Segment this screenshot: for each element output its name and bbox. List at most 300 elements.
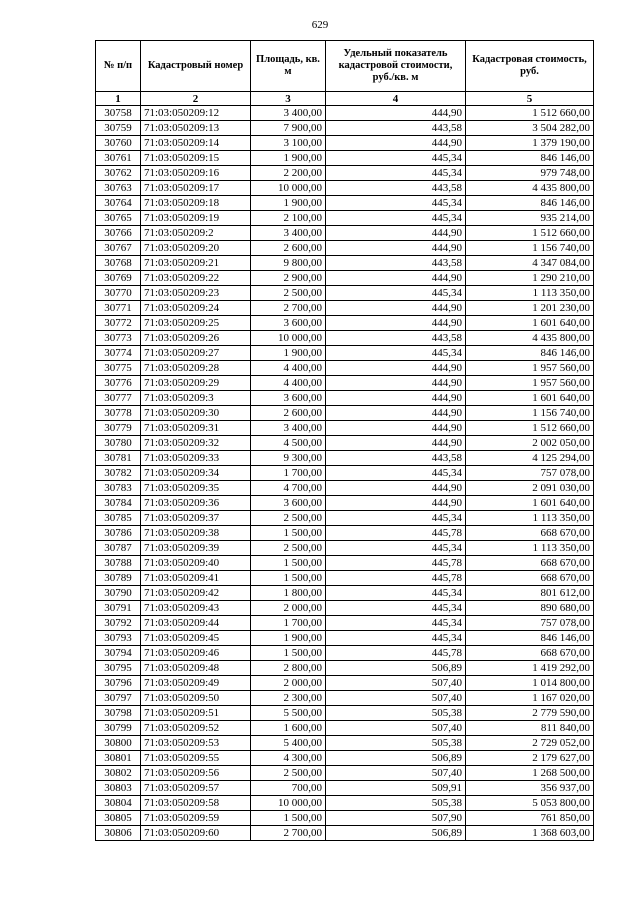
- area-cell: 9 300,00: [251, 451, 326, 466]
- header-cadastral-value: Кадастровая стоимость, руб.: [466, 41, 594, 92]
- cadastral-value-cell: 1 113 350,00: [466, 541, 594, 556]
- specific-value-cell: 506,89: [326, 751, 466, 766]
- row-number-cell: 30778: [96, 406, 141, 421]
- table-row: [96, 361, 594, 376]
- cadastral-value-cell: 846 146,00: [466, 631, 594, 646]
- specific-value-cell: 509,91: [326, 781, 466, 796]
- cadastral-number-cell: 71:03:050209:25: [141, 316, 251, 331]
- row-number-cell: 30759: [96, 121, 141, 136]
- cadastral-value-cell: 1 379 190,00: [466, 136, 594, 151]
- table-row: [96, 241, 594, 256]
- area-cell: 1 500,00: [251, 646, 326, 661]
- cadastral-number-cell: 71:03:050209:12: [141, 106, 251, 121]
- cadastral-value-cell: 4 125 294,00: [466, 451, 594, 466]
- header-number: № п/п: [96, 41, 141, 92]
- row-number-cell: 30768: [96, 256, 141, 271]
- specific-value-cell: 443,58: [326, 181, 466, 196]
- area-cell: 3 100,00: [251, 136, 326, 151]
- table-row: [96, 541, 594, 556]
- cadastral-number-cell: 71:03:050209:41: [141, 571, 251, 586]
- table-row: [96, 766, 594, 781]
- cadastral-value-cell: 801 612,00: [466, 586, 594, 601]
- row-number-cell: 30769: [96, 271, 141, 286]
- cadastral-number-cell: 71:03:050209:58: [141, 796, 251, 811]
- cadastral-value-cell: 2 002 050,00: [466, 436, 594, 451]
- specific-value-cell: 443,58: [326, 256, 466, 271]
- table-row: [96, 616, 594, 631]
- area-cell: 5 500,00: [251, 706, 326, 721]
- table-row: [96, 346, 594, 361]
- cadastral-value-cell: 4 347 084,00: [466, 256, 594, 271]
- table-row: [96, 691, 594, 706]
- table-row: [96, 451, 594, 466]
- table-row: [96, 181, 594, 196]
- table-row: [96, 526, 594, 541]
- table-row: [96, 121, 594, 136]
- area-cell: 2 500,00: [251, 541, 326, 556]
- table-row: [96, 586, 594, 601]
- row-number-cell: 30770: [96, 286, 141, 301]
- area-cell: 4 400,00: [251, 361, 326, 376]
- cadastral-number-cell: 71:03:050209:21: [141, 256, 251, 271]
- table-row: [96, 721, 594, 736]
- table-row: [96, 811, 594, 826]
- specific-value-cell: 445,34: [326, 211, 466, 226]
- specific-value-cell: 444,90: [326, 301, 466, 316]
- specific-value-cell: 445,34: [326, 616, 466, 631]
- table-row: [96, 751, 594, 766]
- table-row: [96, 676, 594, 691]
- specific-value-cell: 445,34: [326, 511, 466, 526]
- cadastral-number-cell: 71:03:050209:48: [141, 661, 251, 676]
- table-row: [96, 796, 594, 811]
- row-number-cell: 30804: [96, 796, 141, 811]
- table-row: [96, 826, 594, 841]
- row-number-cell: 30791: [96, 601, 141, 616]
- cadastral-value-cell: 668 670,00: [466, 556, 594, 571]
- cadastral-value-cell: 1 113 350,00: [466, 511, 594, 526]
- specific-value-cell: 444,90: [326, 271, 466, 286]
- area-cell: 7 900,00: [251, 121, 326, 136]
- row-number-cell: 30783: [96, 481, 141, 496]
- table-row: [96, 706, 594, 721]
- cadastral-value-cell: 1 957 560,00: [466, 376, 594, 391]
- area-cell: 2 500,00: [251, 766, 326, 781]
- page-number: 629: [311, 19, 329, 31]
- cadastral-number-cell: 71:03:050209:14: [141, 136, 251, 151]
- table-row: [96, 211, 594, 226]
- cadastral-value-cell: 846 146,00: [466, 151, 594, 166]
- cadastral-value-cell: 2 179 627,00: [466, 751, 594, 766]
- area-cell: 3 600,00: [251, 496, 326, 511]
- area-cell: 2 600,00: [251, 406, 326, 421]
- table-row: [96, 781, 594, 796]
- specific-value-cell: 507,90: [326, 811, 466, 826]
- cadastral-value-cell: 1 268 500,00: [466, 766, 594, 781]
- cadastral-value-cell: 935 214,00: [466, 211, 594, 226]
- specific-value-cell: 444,90: [326, 436, 466, 451]
- area-cell: 4 400,00: [251, 376, 326, 391]
- area-cell: 2 000,00: [251, 601, 326, 616]
- specific-value-cell: 445,34: [326, 166, 466, 181]
- cadastral-number-cell: 71:03:050209:52: [141, 721, 251, 736]
- cadastral-number-cell: 71:03:050209:22: [141, 271, 251, 286]
- specific-value-cell: 505,38: [326, 736, 466, 751]
- row-number-cell: 30776: [96, 376, 141, 391]
- area-cell: 1 900,00: [251, 196, 326, 211]
- cadastral-value-cell: 1 601 640,00: [466, 316, 594, 331]
- row-number-cell: 30765: [96, 211, 141, 226]
- area-cell: 2 000,00: [251, 676, 326, 691]
- cadastral-number-cell: 71:03:050209:44: [141, 616, 251, 631]
- table-row: [96, 436, 594, 451]
- cadastral-value-cell: 1 156 740,00: [466, 406, 594, 421]
- row-number-cell: 30784: [96, 496, 141, 511]
- cadastral-number-cell: 71:03:050209:35: [141, 481, 251, 496]
- cadastral-value-cell: 668 670,00: [466, 526, 594, 541]
- specific-value-cell: 445,34: [326, 466, 466, 481]
- area-cell: 1 500,00: [251, 526, 326, 541]
- specific-value-cell: 444,90: [326, 241, 466, 256]
- cadastral-number-cell: 71:03:050209:16: [141, 166, 251, 181]
- area-cell: 2 100,00: [251, 211, 326, 226]
- table-row: [96, 631, 594, 646]
- area-cell: 5 400,00: [251, 736, 326, 751]
- table-row: [96, 601, 594, 616]
- area-cell: 700,00: [251, 781, 326, 796]
- row-number-cell: 30763: [96, 181, 141, 196]
- column-number: 2: [141, 92, 251, 106]
- cadastral-value-cell: 356 937,00: [466, 781, 594, 796]
- row-number-cell: 30773: [96, 331, 141, 346]
- row-number-cell: 30772: [96, 316, 141, 331]
- cadastral-number-cell: 71:03:050209:45: [141, 631, 251, 646]
- area-cell: 10 000,00: [251, 181, 326, 196]
- specific-value-cell: 444,90: [326, 496, 466, 511]
- area-cell: 2 800,00: [251, 661, 326, 676]
- specific-value-cell: 445,34: [326, 151, 466, 166]
- row-number-cell: 30794: [96, 646, 141, 661]
- area-cell: 2 300,00: [251, 691, 326, 706]
- table-row: [96, 661, 594, 676]
- table-row: [96, 301, 594, 316]
- row-number-cell: 30785: [96, 511, 141, 526]
- cadastral-number-cell: 71:03:050209:36: [141, 496, 251, 511]
- area-cell: 2 700,00: [251, 826, 326, 841]
- specific-value-cell: 444,90: [326, 481, 466, 496]
- area-cell: 3 400,00: [251, 226, 326, 241]
- specific-value-cell: 445,34: [326, 196, 466, 211]
- cadastral-value-cell: 4 435 800,00: [466, 331, 594, 346]
- cadastral-number-cell: 71:03:050209:50: [141, 691, 251, 706]
- row-number-cell: 30775: [96, 361, 141, 376]
- row-number-cell: 30767: [96, 241, 141, 256]
- cadastral-value-cell: 1 957 560,00: [466, 361, 594, 376]
- specific-value-cell: 507,40: [326, 721, 466, 736]
- specific-value-cell: 507,40: [326, 676, 466, 691]
- cadastral-value-cell: 3 504 282,00: [466, 121, 594, 136]
- header-specific-value: Удельный показатель кадастровой стоимости, руб./кв. м: [326, 41, 466, 92]
- table-row: [96, 331, 594, 346]
- row-number-cell: 30797: [96, 691, 141, 706]
- cadastral-value-cell: 979 748,00: [466, 166, 594, 181]
- table-row: [96, 286, 594, 301]
- area-cell: 1 700,00: [251, 466, 326, 481]
- specific-value-cell: 505,38: [326, 706, 466, 721]
- row-number-cell: 30762: [96, 166, 141, 181]
- specific-value-cell: 444,90: [326, 376, 466, 391]
- cadastral-number-cell: 71:03:050209:55: [141, 751, 251, 766]
- cadastral-value-cell: 757 078,00: [466, 616, 594, 631]
- cadastral-number-cell: 71:03:050209:34: [141, 466, 251, 481]
- area-cell: 1 600,00: [251, 721, 326, 736]
- cadastral-value-cell: 1 290 210,00: [466, 271, 594, 286]
- cadastral-number-cell: 71:03:050209:18: [141, 196, 251, 211]
- cadastral-number-cell: 71:03:050209:60: [141, 826, 251, 841]
- row-number-cell: 30774: [96, 346, 141, 361]
- row-number-cell: 30782: [96, 466, 141, 481]
- table-row: [96, 391, 594, 406]
- specific-value-cell: 506,89: [326, 661, 466, 676]
- area-cell: 9 800,00: [251, 256, 326, 271]
- cadastral-value-cell: 4 435 800,00: [466, 181, 594, 196]
- cadastral-number-cell: 71:03:050209:33: [141, 451, 251, 466]
- row-number-cell: 30766: [96, 226, 141, 241]
- area-cell: 4 500,00: [251, 436, 326, 451]
- table-row: [96, 376, 594, 391]
- cadastral-number-cell: 71:03:050209:32: [141, 436, 251, 451]
- table-row: [96, 496, 594, 511]
- cadastral-number-cell: 71:03:050209:30: [141, 406, 251, 421]
- cadastral-value-cell: 2 779 590,00: [466, 706, 594, 721]
- specific-value-cell: 444,90: [326, 136, 466, 151]
- area-cell: 1 700,00: [251, 616, 326, 631]
- area-cell: 1 500,00: [251, 556, 326, 571]
- specific-value-cell: 444,90: [326, 226, 466, 241]
- area-cell: 3 400,00: [251, 421, 326, 436]
- cadastral-number-cell: 71:03:050209:38: [141, 526, 251, 541]
- cadastral-value-cell: 757 078,00: [466, 466, 594, 481]
- table-row: [96, 511, 594, 526]
- specific-value-cell: 443,58: [326, 451, 466, 466]
- row-number-cell: 30771: [96, 301, 141, 316]
- cadastral-value-cell: 1 113 350,00: [466, 286, 594, 301]
- cadastral-number-cell: 71:03:050209:27: [141, 346, 251, 361]
- cadastral-value-cell: 1 156 740,00: [466, 241, 594, 256]
- cadastral-number-cell: 71:03:050209:40: [141, 556, 251, 571]
- table-row: [96, 316, 594, 331]
- row-number-cell: 30798: [96, 706, 141, 721]
- row-number-cell: 30806: [96, 826, 141, 841]
- area-cell: 1 900,00: [251, 346, 326, 361]
- row-number-cell: 30786: [96, 526, 141, 541]
- cadastral-number-cell: 71:03:050209:2: [141, 226, 251, 241]
- cadastral-number-cell: 71:03:050209:31: [141, 421, 251, 436]
- cadastral-number-cell: 71:03:050209:26: [141, 331, 251, 346]
- cadastral-value-table: [95, 40, 594, 841]
- row-number-cell: 30760: [96, 136, 141, 151]
- cadastral-value-cell: 2 091 030,00: [466, 481, 594, 496]
- row-number-cell: 30764: [96, 196, 141, 211]
- table-row: [96, 226, 594, 241]
- specific-value-cell: 445,78: [326, 646, 466, 661]
- cadastral-value-cell: 1 512 660,00: [466, 106, 594, 121]
- table-row: [96, 271, 594, 286]
- table-row: [96, 166, 594, 181]
- cadastral-value-cell: 2 729 052,00: [466, 736, 594, 751]
- specific-value-cell: 445,34: [326, 631, 466, 646]
- row-number-cell: 30802: [96, 766, 141, 781]
- column-number: 4: [326, 92, 466, 106]
- cadastral-value-cell: 846 146,00: [466, 196, 594, 211]
- column-number: 3: [251, 92, 326, 106]
- specific-value-cell: 445,78: [326, 556, 466, 571]
- area-cell: 3 600,00: [251, 391, 326, 406]
- specific-value-cell: 444,90: [326, 391, 466, 406]
- table-row: [96, 646, 594, 661]
- area-cell: 2 700,00: [251, 301, 326, 316]
- table-row: [96, 571, 594, 586]
- area-cell: 1 500,00: [251, 571, 326, 586]
- specific-value-cell: 444,90: [326, 361, 466, 376]
- specific-value-cell: 445,34: [326, 346, 466, 361]
- cadastral-number-cell: 71:03:050209:39: [141, 541, 251, 556]
- row-number-cell: 30761: [96, 151, 141, 166]
- cadastral-number-cell: 71:03:050209:37: [141, 511, 251, 526]
- row-number-cell: 30803: [96, 781, 141, 796]
- cadastral-number-cell: 71:03:050209:56: [141, 766, 251, 781]
- cadastral-value-cell: 846 146,00: [466, 346, 594, 361]
- table-row: [96, 136, 594, 151]
- area-cell: 2 900,00: [251, 271, 326, 286]
- area-cell: 1 500,00: [251, 811, 326, 826]
- table-row: [96, 736, 594, 751]
- specific-value-cell: 506,89: [326, 826, 466, 841]
- area-cell: 3 600,00: [251, 316, 326, 331]
- cadastral-value-cell: 1 368 603,00: [466, 826, 594, 841]
- row-number-cell: 30789: [96, 571, 141, 586]
- cadastral-number-cell: 71:03:050209:46: [141, 646, 251, 661]
- cadastral-number-cell: 71:03:050209:43: [141, 601, 251, 616]
- row-number-cell: 30800: [96, 736, 141, 751]
- specific-value-cell: 443,58: [326, 331, 466, 346]
- column-number: 1: [96, 92, 141, 106]
- row-number-cell: 30792: [96, 616, 141, 631]
- cadastral-number-cell: 71:03:050209:3: [141, 391, 251, 406]
- cadastral-value-cell: 811 840,00: [466, 721, 594, 736]
- cadastral-number-cell: 71:03:050209:23: [141, 286, 251, 301]
- cadastral-value-cell: 1 167 020,00: [466, 691, 594, 706]
- specific-value-cell: 445,34: [326, 601, 466, 616]
- table-row: [96, 256, 594, 271]
- cadastral-number-cell: 71:03:050209:57: [141, 781, 251, 796]
- specific-value-cell: 444,90: [326, 421, 466, 436]
- cadastral-number-cell: 71:03:050209:59: [141, 811, 251, 826]
- row-number-cell: 30781: [96, 451, 141, 466]
- cadastral-value-cell: 1 201 230,00: [466, 301, 594, 316]
- row-number-cell: 30787: [96, 541, 141, 556]
- row-number-cell: 30795: [96, 661, 141, 676]
- cadastral-value-cell: 668 670,00: [466, 646, 594, 661]
- table-row: [96, 151, 594, 166]
- cadastral-value-cell: 5 053 800,00: [466, 796, 594, 811]
- specific-value-cell: 444,90: [326, 406, 466, 421]
- specific-value-cell: 443,58: [326, 121, 466, 136]
- row-number-cell: 30780: [96, 436, 141, 451]
- cadastral-value-cell: 1 419 292,00: [466, 661, 594, 676]
- row-number-cell: 30805: [96, 811, 141, 826]
- area-cell: 1 900,00: [251, 151, 326, 166]
- cadastral-value-cell: 1 601 640,00: [466, 391, 594, 406]
- cadastral-number-cell: 71:03:050209:49: [141, 676, 251, 691]
- area-cell: 2 500,00: [251, 511, 326, 526]
- area-cell: 2 500,00: [251, 286, 326, 301]
- specific-value-cell: 444,90: [326, 106, 466, 121]
- row-number-cell: 30779: [96, 421, 141, 436]
- row-number-cell: 30790: [96, 586, 141, 601]
- table-row: [96, 106, 594, 121]
- cadastral-value-cell: 761 850,00: [466, 811, 594, 826]
- area-cell: 2 600,00: [251, 241, 326, 256]
- row-number-cell: 30758: [96, 106, 141, 121]
- cadastral-number-cell: 71:03:050209:42: [141, 586, 251, 601]
- cadastral-number-cell: 71:03:050209:51: [141, 706, 251, 721]
- cadastral-value-cell: 1 014 800,00: [466, 676, 594, 691]
- cadastral-value-cell: 1 601 640,00: [466, 496, 594, 511]
- table-row: [96, 406, 594, 421]
- area-cell: 3 400,00: [251, 106, 326, 121]
- table-row: [96, 421, 594, 436]
- cadastral-number-cell: 71:03:050209:29: [141, 376, 251, 391]
- specific-value-cell: 444,90: [326, 316, 466, 331]
- cadastral-number-cell: 71:03:050209:53: [141, 736, 251, 751]
- row-number-cell: 30788: [96, 556, 141, 571]
- specific-value-cell: 445,34: [326, 541, 466, 556]
- specific-value-cell: 505,38: [326, 796, 466, 811]
- area-cell: 10 000,00: [251, 331, 326, 346]
- area-cell: 1 900,00: [251, 631, 326, 646]
- cadastral-number-cell: 71:03:050209:17: [141, 181, 251, 196]
- header-cadastral-number: Кадастровый номер: [141, 41, 251, 92]
- cadastral-number-cell: 71:03:050209:15: [141, 151, 251, 166]
- row-number-cell: 30793: [96, 631, 141, 646]
- row-number-cell: 30799: [96, 721, 141, 736]
- table-row: [96, 556, 594, 571]
- area-cell: 10 000,00: [251, 796, 326, 811]
- cadastral-number-cell: 71:03:050209:13: [141, 121, 251, 136]
- area-cell: 4 300,00: [251, 751, 326, 766]
- cadastral-number-cell: 71:03:050209:19: [141, 211, 251, 226]
- specific-value-cell: 507,40: [326, 766, 466, 781]
- specific-value-cell: 445,78: [326, 571, 466, 586]
- area-cell: 1 800,00: [251, 586, 326, 601]
- column-number-row: [96, 92, 594, 106]
- specific-value-cell: 445,78: [326, 526, 466, 541]
- area-cell: 2 200,00: [251, 166, 326, 181]
- cadastral-value-cell: 1 512 660,00: [466, 226, 594, 241]
- row-number-cell: 30801: [96, 751, 141, 766]
- specific-value-cell: 445,34: [326, 586, 466, 601]
- table-row: [96, 481, 594, 496]
- cadastral-value-cell: 1 512 660,00: [466, 421, 594, 436]
- cadastral-number-cell: 71:03:050209:24: [141, 301, 251, 316]
- cadastral-number-cell: 71:03:050209:28: [141, 361, 251, 376]
- specific-value-cell: 445,34: [326, 286, 466, 301]
- row-number-cell: 30777: [96, 391, 141, 406]
- column-number: 5: [466, 92, 594, 106]
- table-row: [96, 466, 594, 481]
- specific-value-cell: 507,40: [326, 691, 466, 706]
